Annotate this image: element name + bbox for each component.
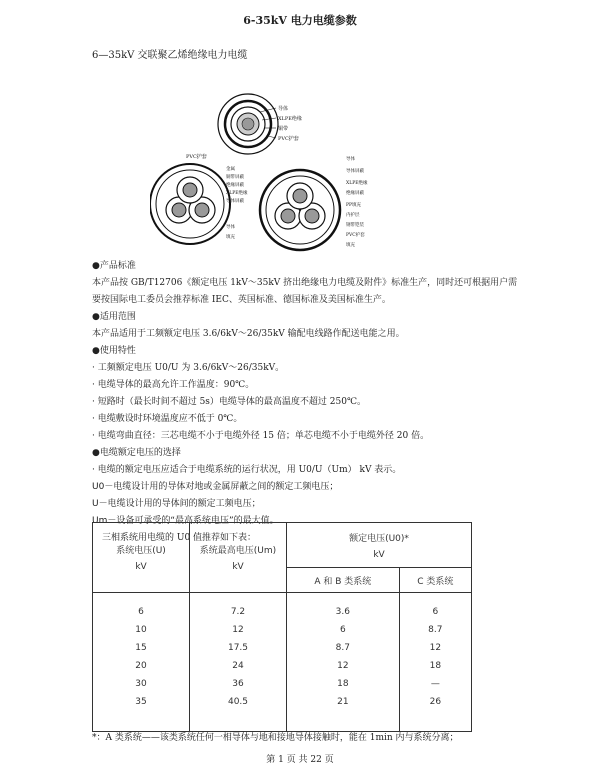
table-intro: 三相系统用电缆的 U0 值推荐如下表： bbox=[102, 533, 257, 543]
three-core-cable-left bbox=[150, 153, 248, 244]
single-label-3: 铜带 bbox=[278, 126, 289, 132]
definition-u0: U0－电缆设计用的导体对地或金属屏蔽之间的额定工频电压； bbox=[92, 482, 339, 492]
svg-text:填充: 填充 bbox=[226, 235, 235, 240]
application-text: 本产品适用于工频额定电压 3.6/6kV～26/35kV 输配电线路作配送电能之用。 bbox=[92, 329, 405, 339]
definition-u: U－电缆设计用的导体间的额定工频电压； bbox=[92, 499, 261, 509]
heading-voltage-selection: ●电缆额定电压的选择 bbox=[92, 448, 181, 458]
svg-text:内护层: 内护层 bbox=[346, 213, 360, 218]
voltage-table bbox=[92, 522, 472, 732]
page-title: 6-35kV 电力电缆参数 bbox=[243, 14, 357, 27]
page-footer: 第 1 页 共 22 页 bbox=[266, 755, 334, 765]
svg-text:XLPE绝缘: XLPE绝缘 bbox=[226, 191, 248, 196]
single-label-4: PVC护套 bbox=[278, 136, 299, 142]
column-system-voltage: 6 10 15 20 30 35 bbox=[93, 593, 190, 732]
header-system-voltage: 系统电压(U) kV bbox=[93, 523, 190, 593]
document-subtitle: 6—35kV 交联聚乙烯绝缘电力电缆 bbox=[92, 50, 248, 61]
svg-text:填充: 填充 bbox=[346, 243, 355, 248]
svg-text:钢带铠装: 钢带铠装 bbox=[346, 223, 364, 228]
svg-text:绝缘屏蔽: 绝缘屏蔽 bbox=[346, 191, 364, 196]
footnote: *：A 类系统——该类系统任何一相导体与地和接地导体接触时，能在 1min 内与系统分离； bbox=[92, 733, 459, 743]
body-text bbox=[92, 258, 518, 547]
cable-cross-section-figure bbox=[150, 92, 410, 252]
column-max-voltage: 7.2 12 17.5 24 36 40.5 bbox=[190, 593, 287, 732]
svg-text:XLPE绝缘: XLPE绝缘 bbox=[346, 181, 368, 186]
svg-text:金属: 金属 bbox=[226, 167, 235, 172]
heading-application: ●适用范围 bbox=[92, 312, 136, 322]
single-core-cable bbox=[218, 94, 302, 154]
three-core-cable-right bbox=[260, 155, 368, 250]
svg-text:铜带屏蔽: 铜带屏蔽 bbox=[226, 175, 244, 180]
definition-um: Um－设备可承受的“最高系统电压”的最大值。 bbox=[92, 516, 279, 526]
pvc-label: PVC护套 bbox=[186, 154, 207, 160]
single-label-1: 导体 bbox=[278, 106, 289, 112]
char-item-4: · 电缆敷设时环境温度应不低于 0℃。 bbox=[92, 414, 243, 424]
heading-characteristics: ●使用特性 bbox=[92, 346, 136, 356]
header-rated-voltage: 额定电压(U0)* kV bbox=[287, 523, 472, 568]
standard-text-2: 要按国际电工委员会推荐标准 IEC、英国标准、德国标准及美国标准生产。 bbox=[92, 295, 391, 305]
standard-text-1: 本产品按 GB/T12706《额定电压 1kV～35kV 挤出绝缘电力电缆及附件》标准生产，同时还可根据用户需 bbox=[92, 278, 518, 288]
svg-text:PP填充: PP填充 bbox=[346, 203, 362, 208]
char-item-5: · 电缆弯曲直径：三芯电缆不小于电缆外径 15 倍；单芯电缆不小于电缆外径 20 倍。 bbox=[92, 431, 430, 441]
header-max-voltage: 系统最高电压(Um) kV bbox=[190, 523, 287, 593]
heading-product-standard: ●产品标准 bbox=[92, 261, 136, 271]
char-item-1: · 工频额定电压 U0/U 为 3.6/6kV～26/35kV。 bbox=[92, 363, 285, 373]
voltage-text-1: · 电缆的额定电压应适合于电缆系统的运行状况，用 U0/U（Um） kV 表示。 bbox=[92, 465, 402, 475]
char-item-2: · 电缆导体的最高允许工作温度：90℃。 bbox=[92, 380, 255, 390]
char-item-3: · 短路时（最长时间不超过 5s）电缆导体的最高温度不超过 250℃。 bbox=[92, 397, 367, 407]
single-label-2: XLPE绝缘 bbox=[278, 116, 302, 122]
svg-text:导体: 导体 bbox=[346, 157, 355, 162]
column-class-c: 6 8.7 12 18 — 26 bbox=[399, 593, 471, 732]
svg-text:导体屏蔽: 导体屏蔽 bbox=[226, 199, 244, 204]
header-class-c: C 类系统 bbox=[399, 568, 471, 593]
svg-text:绝缘屏蔽: 绝缘屏蔽 bbox=[226, 183, 244, 188]
header-class-ab: A 和 B 类系统 bbox=[287, 568, 400, 593]
svg-text:导体: 导体 bbox=[226, 225, 235, 230]
svg-text:导体屏蔽: 导体屏蔽 bbox=[346, 169, 364, 174]
column-class-ab: 3.6 6 8.7 12 18 21 bbox=[287, 593, 400, 732]
svg-text:PVC护套: PVC护套 bbox=[346, 233, 365, 238]
